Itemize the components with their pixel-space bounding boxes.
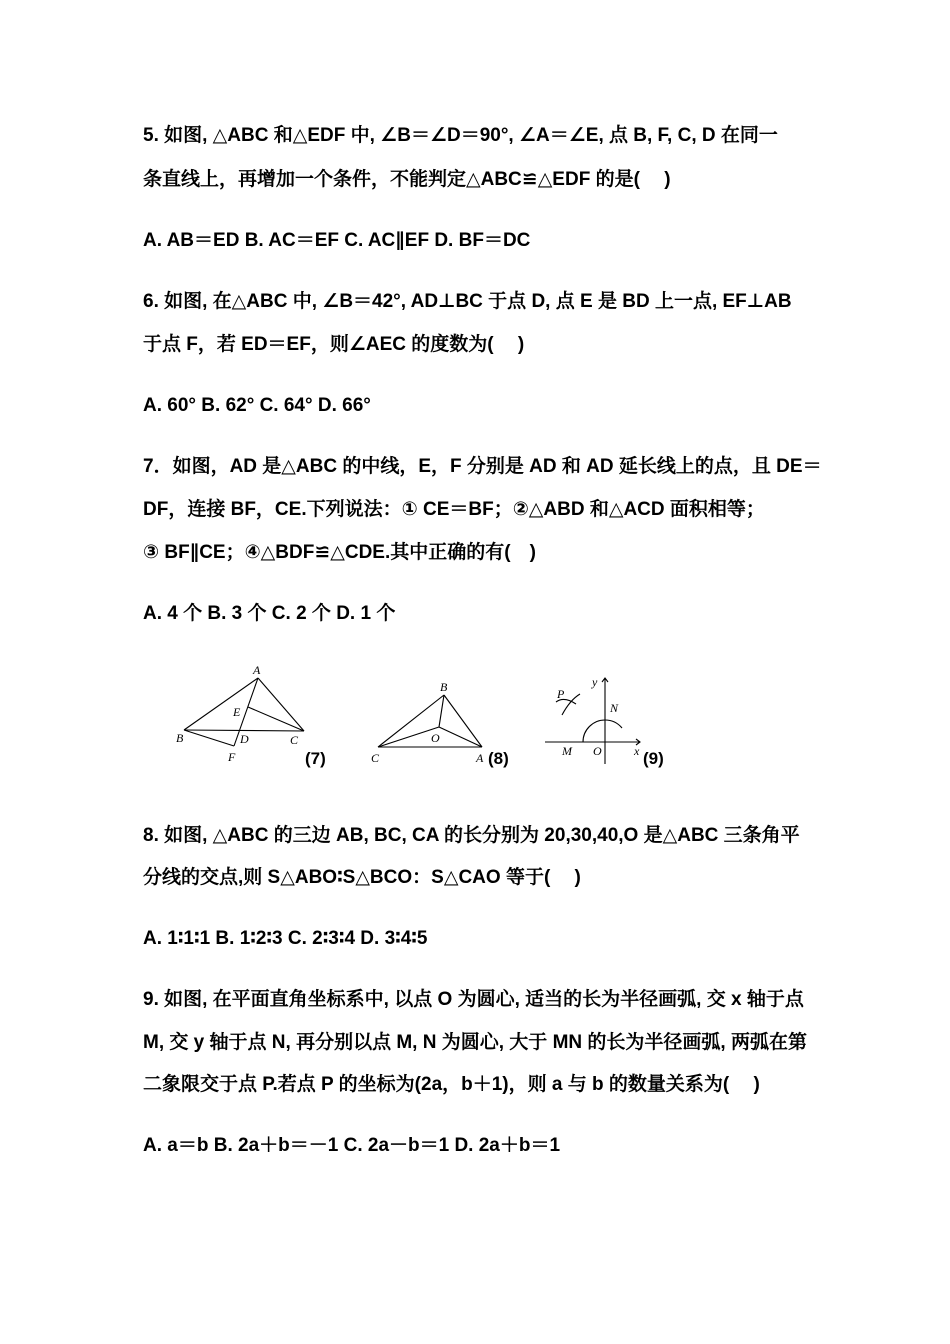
fig9-arc-from-m (562, 694, 580, 715)
fig7-label-c: C (290, 733, 299, 747)
q6-options: A. 60° B. 62° C. 64° D. 66° (143, 395, 371, 416)
fig8-label-c: C (371, 751, 380, 765)
q6-line-1: 6. 如图, 在△ABC 中, ∠B＝42°, AD⊥BC 于点 D, 点 E 是 BD 上一点, EF⊥AB (143, 291, 792, 312)
fig9-label-m: M (562, 744, 572, 758)
fig8-seg-ba (444, 695, 482, 747)
fig7-label-e: E (233, 705, 241, 719)
fig8-seg-ao (439, 727, 482, 747)
fig9-arc-center-o-extension (605, 720, 622, 728)
fig8-label-b: B (440, 680, 448, 694)
fig8-label-o: O (431, 731, 440, 745)
fig7-label-b: B (176, 731, 184, 745)
fig9-label-o: O (593, 744, 602, 758)
fig7-seg-bf (184, 730, 234, 746)
figure-9 (540, 668, 650, 768)
figure-8 (365, 675, 495, 770)
fig7-seg-ab (184, 678, 258, 730)
q5-options: A. AB＝ED B. AC＝EF C. AC∥EF D. BF＝DC (143, 230, 531, 251)
fig8-seg-co (378, 727, 439, 747)
q9-line-1: 9. 如图, 在平面直角坐标系中, 以点 O 为圆心, 适当的长为半径画弧, 交 x 轴于点 (143, 989, 804, 1010)
fig7-label-f: F (228, 750, 236, 764)
figure-8-svg (365, 675, 495, 770)
fig9-arc-center-o (583, 720, 605, 742)
fig9-label-p: P (557, 687, 565, 701)
q8-options: A. 1∶1∶1 B. 1∶2∶3 C. 2∶3∶4 D. 3∶4∶5 (143, 928, 428, 949)
q5-line-2: 条直线上，再增加一个条件，不能判定△ABC≌△EDF 的是( ) (143, 169, 671, 190)
fig9-label-y: y (592, 675, 598, 689)
q9-line-2: M, 交 y 轴于点 N, 再分别以点 M, N 为圆心, 大于 MN 的长为半径画弧, 两弧在第 (143, 1032, 807, 1053)
q6-line-2: 于点 F，若 ED＝EF，则∠AEC 的度数为( ) (143, 334, 525, 355)
q9-line-3: 二象限交于点 P.若点 P 的坐标为(2a，b＋1)，则 a 与 b 的数量关系为( ) (143, 1074, 760, 1095)
fig7-seg-ac (258, 678, 304, 731)
fig7-label-a: A (253, 663, 261, 677)
figure-9-svg (540, 668, 650, 768)
fig9-label-n: N (610, 701, 619, 715)
fig7-seg-ce (248, 707, 304, 731)
figure-8-number: (8) (488, 749, 509, 768)
fig7-seg-bc (184, 730, 304, 731)
figure-7-number: (7) (305, 749, 326, 768)
q7-line-3: ③ BF∥CE；④△BDF≌△CDE.其中正确的有( ) (143, 542, 536, 563)
fig8-label-a: A (476, 751, 484, 765)
fig9-label-x: x (634, 744, 640, 758)
q8-line-2: 分线的交点,则 S△ABO∶S△BCO：S△CAO 等于( ) (143, 867, 581, 888)
fig7-label-d: D (240, 732, 249, 746)
q9-options: A. a＝b B. 2a＋b＝－1 C. 2a－b＝1 D. 2a＋b＝1 (143, 1135, 561, 1156)
q5-line-1: 5. 如图, △ABC 和△EDF 中, ∠B＝∠D＝90°, ∠A＝∠E, 点 B, F, C, D 在同一 (143, 125, 778, 146)
figure-9-number: (9) (643, 749, 664, 768)
q7-line-1: 7．如图，AD 是△ABC 的中线，E，F 分别是 AD 和 AD 延长线上的点，且 DE＝ (143, 456, 822, 477)
q7-line-2: DF，连接 BF，CE.下列说法：① CE＝BF；②△ABD 和△ACD 面积相等； (143, 499, 765, 520)
fig8-seg-bo (439, 695, 444, 727)
q8-line-1: 8. 如图, △ABC 的三边 AB, BC, CA 的长分别为 20,30,40,O 是△ABC 三条角平 (143, 825, 800, 846)
q7-options: A. 4 个 B. 3 个 C. 2 个 D. 1 个 (143, 603, 396, 624)
